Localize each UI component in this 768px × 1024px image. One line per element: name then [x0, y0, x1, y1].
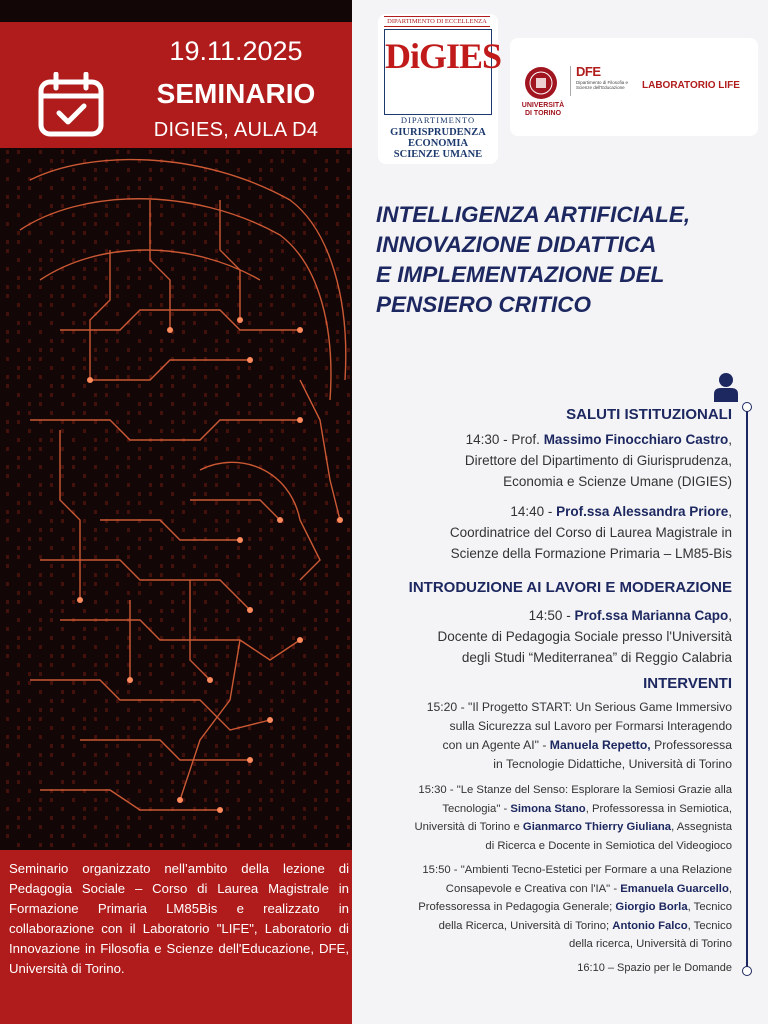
timeline-start-dot	[742, 402, 752, 412]
calendar-check-icon	[38, 72, 104, 138]
talk-text: Professoressa in Pedagogia Generale;	[418, 901, 616, 913]
speaker-name: Simona Stano	[510, 802, 586, 815]
seminar-title	[376, 200, 768, 320]
life-lab-logo: LABORATORIO LIFE	[642, 80, 740, 91]
talk-line: in Tecnologie Didattiche, Università di Torino	[493, 757, 732, 771]
program-entry-priore	[450, 501, 732, 564]
talk-text: Tecnologia" -	[442, 802, 511, 815]
talk-text: , Professoressa in Semiotica,	[585, 802, 732, 815]
speaker-name: Massimo Finocchiaro Castro	[543, 432, 729, 447]
entry-time: 14:50 -	[528, 608, 575, 623]
digies-line-giurisprudenza: GIURISPRUDENZA	[390, 127, 486, 138]
talk-line: sulla Sicurezza sul Lavoro per Formarsi Interagendo	[449, 719, 732, 733]
digies-line-economia: ECONOMIA	[407, 138, 469, 149]
left-panel	[0, 0, 352, 1024]
entry-time: 14:30 - Prof.	[465, 432, 544, 447]
section-interventi-heading: INTERVENTI	[643, 675, 732, 692]
speaker-name: Prof.ssa Marianna Capo	[574, 608, 729, 623]
section-introduzione-heading: INTRODUZIONE AI LAVORI E MODERAZIONE	[408, 579, 732, 596]
entry-punct: ,	[728, 608, 732, 623]
talk-text: , Tecnico	[687, 901, 732, 913]
talk-text: Consapevole e Creativa con l'IA" -	[445, 882, 621, 895]
digies-excellence-label: DIPARTIMENTO DI ECCELLENZA	[384, 16, 490, 27]
entry-role-line: Scienze della Formazione Primaria – LM85-Bis	[450, 546, 732, 561]
program-entry-finocchiaro	[465, 429, 732, 492]
digies-mark	[384, 29, 502, 115]
talk-text: Università di Torino e	[414, 821, 523, 833]
talk-text: con un Agente AI" -	[442, 738, 550, 752]
talk-text: ,	[728, 882, 732, 895]
talk-line: 15:30 - "Le Stanze del Senso: Esplorare la Semiosi Grazie alla	[418, 784, 732, 796]
speaker-name: Manuela Repetto,	[549, 738, 651, 752]
program-closing-questions: 16:10 – Spazio per le Domande	[577, 962, 732, 974]
speaker-person-icon	[712, 372, 740, 402]
digies-logo	[378, 14, 502, 164]
program-talk-stanze	[414, 781, 732, 855]
unito-name: UNIVERSITÀ DI TORINO	[521, 102, 565, 117]
event-type: SEMINARIO	[156, 78, 316, 109]
date-banner	[0, 22, 352, 148]
talk-text: della Ricerca, Università di Torino;	[438, 919, 613, 932]
entry-role-line: Coordinatrice del Corso di Laurea Magistrale in	[449, 525, 732, 540]
unito-seal-icon	[524, 66, 558, 100]
speaker-name: Gianmarco Thierry Giuliana	[522, 821, 672, 833]
event-date: 19.11.2025	[169, 36, 303, 66]
speaker-name: Prof.ssa Alessandra Priore	[556, 504, 729, 519]
title-line-2: INNOVAZIONE DIDATTICA	[376, 232, 657, 257]
partner-divider	[570, 66, 571, 96]
entry-role-line: Docente di Pedagogia Sociale presso l'Università	[437, 629, 732, 644]
speaker-name: Emanuela Guarcello	[620, 882, 729, 895]
timeline-end-dot	[742, 966, 752, 976]
digies-dipartimento: DIPARTIMENTO	[400, 115, 476, 125]
entry-punct: ,	[728, 432, 732, 447]
program-entry-capo	[438, 605, 733, 668]
talk-text: , Tecnico	[687, 919, 732, 932]
right-panel	[352, 0, 768, 1024]
talk-text: Professoressa	[650, 738, 732, 752]
digies-wordmark: DiGIES	[385, 36, 502, 76]
program-talk-start	[427, 698, 732, 774]
talk-line: 15:50 - "Ambienti Tecno-Estetici per Formare a una Relazione	[422, 864, 732, 876]
speaker-name: Giorgio Borla	[615, 901, 688, 913]
talk-line: di Ricerca e Docente in Semiotica del Videogioco	[485, 839, 732, 852]
organizer-note: Seminario organizzato nell’ambito della lezione di Pedagogia Sociale – Corso di Laurea Magistrale in Formazione Primaria LM85Bis e realizzato in collaborazione con il Laboratorio "LIFE", Laboratorio di Innovazione in Filosofia e Scienze dell'Educazione, DFE, Università di Torino.	[9, 861, 349, 976]
entry-role-line: degli Studi “Mediterranea” di Reggio Calabria	[461, 650, 732, 665]
partner-logos	[510, 38, 758, 136]
title-line-3: E IMPLEMENTAZIONE DEL	[376, 262, 665, 287]
dfe-subtitle: Dipartimento di Filosofia e Scienze dell'Educazione	[576, 80, 629, 90]
section-saluti-heading: SALUTI ISTITUZIONALI	[566, 406, 732, 423]
organizer-note-box	[0, 850, 352, 1024]
program-talk-ambienti	[418, 861, 732, 954]
digies-line-scienze: SCIENZE UMANE	[393, 149, 483, 160]
talk-line: della ricerca, Università di Torino	[568, 938, 732, 950]
entry-time: 14:40 -	[510, 504, 557, 519]
event-location: DIGIES, AULA D4	[153, 119, 319, 141]
program-timeline	[746, 404, 748, 970]
entry-role-line: Direttore del Dipartimento di Giurisprudenza,	[464, 453, 732, 468]
entry-punct: ,	[728, 504, 732, 519]
title-line-1: INTELLIGENZA ARTIFICIALE,	[376, 202, 691, 227]
talk-line: 15:20 - "Il Progetto START: Un Serious Game Immersivo	[426, 700, 732, 714]
entry-role-line: Economia e Scienze Umane (DIGIES)	[503, 474, 732, 489]
title-line-4: PENSIERO CRITICO	[376, 292, 592, 317]
speaker-name: Antonio Falco	[612, 919, 688, 932]
talk-text: , Assegnista	[671, 821, 732, 833]
dfe-logo: DFE	[576, 64, 601, 79]
